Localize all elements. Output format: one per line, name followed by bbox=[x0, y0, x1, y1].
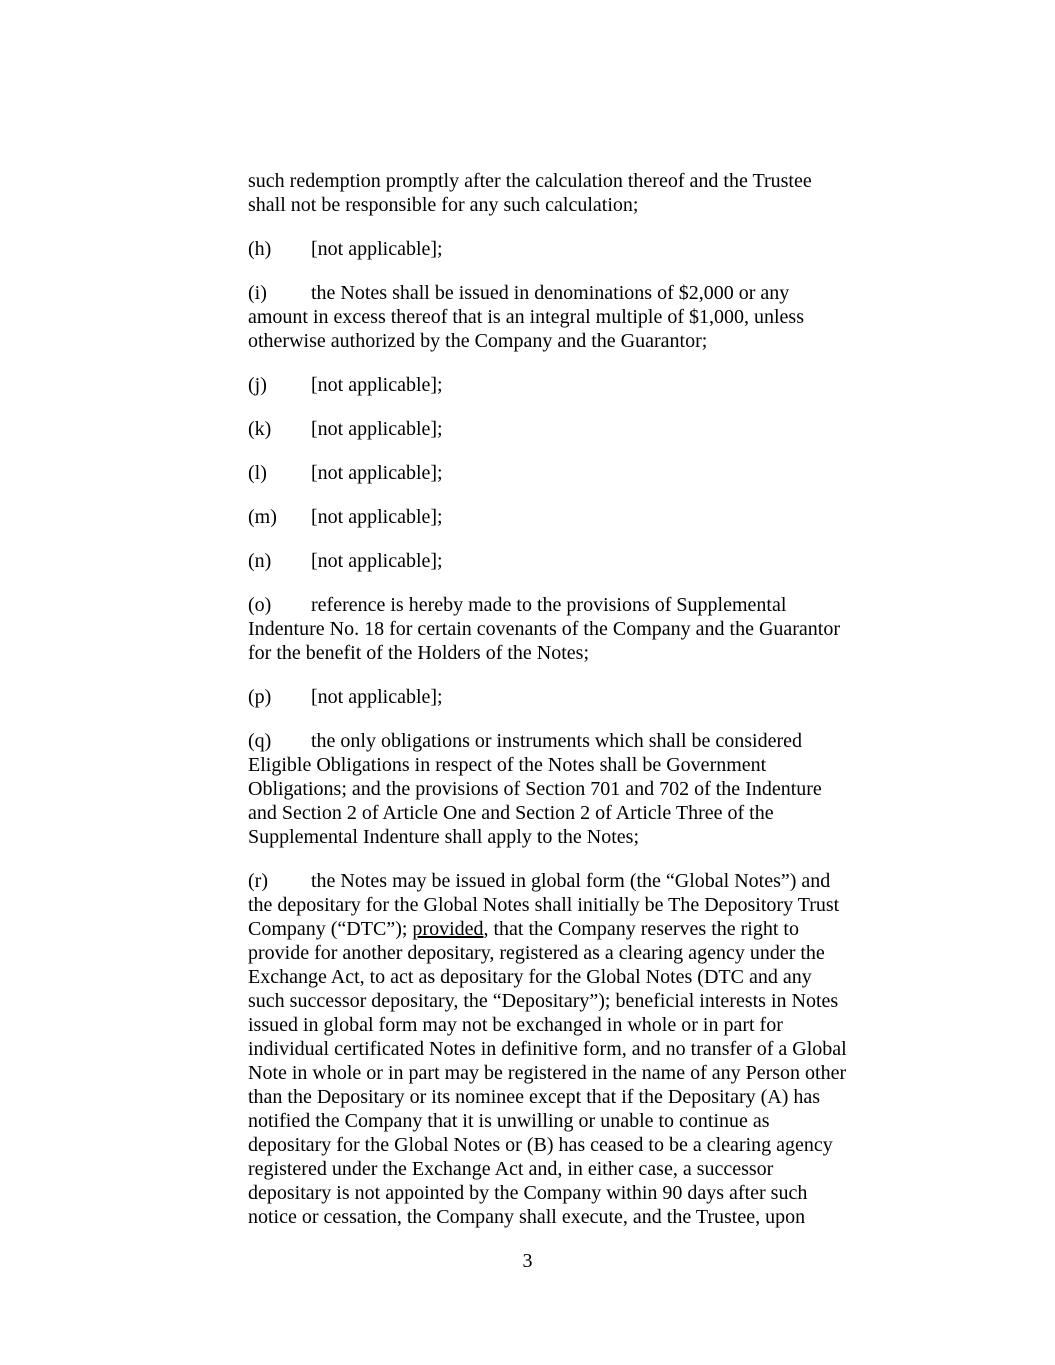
line-text: shall not be responsible for any such calculation; bbox=[248, 194, 639, 216]
line-text: for the benefit of the Holders of the Notes; bbox=[248, 642, 590, 664]
text-line bbox=[248, 329, 888, 353]
text-line bbox=[248, 753, 888, 777]
clause-label: (r) bbox=[248, 870, 268, 892]
text-line bbox=[248, 305, 888, 329]
clause-k bbox=[248, 417, 888, 441]
clause-label: (n) bbox=[248, 550, 272, 572]
clause-label: (i) bbox=[248, 282, 267, 304]
line-text: Supplemental Indenture shall apply to the Notes; bbox=[248, 826, 640, 848]
line-text: notice or cessation, the Company shall execute, and the Trustee, upon bbox=[248, 1206, 806, 1228]
line-text: registered under the Exchange Act and, in either case, a successor bbox=[248, 1158, 774, 1180]
line-text: reference is hereby made to the provisions of Supplemental bbox=[311, 594, 787, 616]
text-line bbox=[248, 989, 888, 1013]
text-line bbox=[248, 1061, 888, 1085]
text-line bbox=[248, 1109, 888, 1133]
line-text: and Section 2 of Article One and Section 2 of Article Three of the bbox=[248, 802, 774, 824]
text-line bbox=[248, 593, 888, 617]
line-text: [not applicable]; bbox=[311, 418, 443, 440]
text-line bbox=[248, 281, 888, 305]
underlined-term: provided bbox=[412, 918, 484, 940]
line-text: issued in global form may not be exchanged in whole or in part for bbox=[248, 1014, 783, 1036]
text-line bbox=[248, 801, 888, 825]
text-segment: Company (“DTC”); bbox=[248, 918, 413, 940]
clause-i bbox=[248, 281, 888, 353]
clause-q bbox=[248, 729, 888, 849]
text-line bbox=[248, 1013, 888, 1037]
line-text: than the Depositary or its nominee except that if the Depositary (A) has bbox=[248, 1086, 821, 1108]
paragraph-continuation bbox=[248, 169, 888, 217]
text-line bbox=[248, 1085, 888, 1109]
line-text: [not applicable]; bbox=[311, 238, 443, 260]
line-text: amount in excess thereof that is an integral multiple of $1,000, unless bbox=[248, 306, 804, 328]
line-text: Indenture No. 18 for certain covenants of the Company and the Guarantor bbox=[248, 618, 841, 640]
page-number: 3 bbox=[522, 1250, 533, 1272]
text-line bbox=[248, 505, 888, 529]
line-text: the depositary for the Global Notes shall initially be The Depository Trust bbox=[248, 894, 840, 916]
clause-o bbox=[248, 593, 888, 665]
line-text: [not applicable]; bbox=[311, 686, 443, 708]
clause-j bbox=[248, 373, 888, 397]
line-text: otherwise authorized by the Company and the Guarantor; bbox=[248, 330, 708, 352]
text-line bbox=[248, 965, 888, 989]
text-line bbox=[248, 617, 888, 641]
text-line bbox=[248, 461, 888, 485]
line-text: [not applicable]; bbox=[311, 506, 443, 528]
line-text: Note in whole or in part may be registered in the name of any Person other bbox=[248, 1062, 847, 1084]
text-line bbox=[248, 417, 888, 441]
text-line bbox=[248, 893, 888, 917]
text-segment: , that the Company reserves the right to bbox=[483, 918, 799, 940]
line-text: Exchange Act, to act as depositary for the Global Notes (DTC and any bbox=[248, 966, 812, 988]
text-line bbox=[248, 1181, 888, 1205]
line-text: such redemption promptly after the calculation thereof and the Trustee bbox=[248, 170, 812, 192]
line-text: depositary is not appointed by the Company within 90 days after such bbox=[248, 1182, 808, 1204]
line-text: notified the Company that it is unwilling or unable to continue as bbox=[248, 1110, 770, 1132]
text-line bbox=[248, 825, 888, 849]
text-line bbox=[248, 777, 888, 801]
clause-p bbox=[248, 685, 888, 709]
text-line bbox=[248, 729, 888, 753]
text-line bbox=[248, 1133, 888, 1157]
clause-label: (l) bbox=[248, 462, 267, 484]
clause-h bbox=[248, 237, 888, 261]
text-line bbox=[248, 1037, 888, 1061]
clause-r bbox=[248, 869, 888, 1229]
text-line bbox=[248, 193, 888, 217]
clause-l bbox=[248, 461, 888, 485]
clause-label: (p) bbox=[248, 686, 272, 708]
line-text: [not applicable]; bbox=[311, 462, 443, 484]
text-line bbox=[248, 941, 888, 965]
document-body bbox=[248, 169, 888, 1249]
text-line bbox=[248, 169, 888, 193]
text-line bbox=[248, 1205, 888, 1229]
text-line bbox=[248, 917, 888, 941]
clause-label: (h) bbox=[248, 238, 272, 260]
text-line bbox=[248, 1157, 888, 1181]
line-text: provide for another depositary, registered as a clearing agency under the bbox=[248, 942, 825, 964]
text-line bbox=[248, 685, 888, 709]
line-text: the only obligations or instruments which shall be considered bbox=[311, 730, 803, 752]
text-line bbox=[248, 869, 888, 893]
line-text: depositary for the Global Notes or (B) has ceased to be a clearing agency bbox=[248, 1134, 833, 1156]
line-text: the Notes shall be issued in denominations of $2,000 or any bbox=[311, 282, 790, 304]
text-line bbox=[248, 237, 888, 261]
clause-label: (m) bbox=[248, 506, 277, 528]
text-line bbox=[248, 373, 888, 397]
clause-m bbox=[248, 505, 888, 529]
line-text: such successor depositary, the “Depositary”); beneficial interests in Notes bbox=[248, 990, 839, 1012]
clause-label: (o) bbox=[248, 594, 272, 616]
line-text: [not applicable]; bbox=[311, 374, 443, 396]
text-line bbox=[248, 641, 888, 665]
line-text: the Notes may be issued in global form (the “Global Notes”) and bbox=[311, 870, 831, 892]
line-text: Eligible Obligations in respect of the Notes shall be Government bbox=[248, 754, 767, 776]
line-text: individual certificated Notes in definitive form, and no transfer of a Global bbox=[248, 1038, 847, 1060]
line-text: Obligations; and the provisions of Section 701 and 702 of the Indenture bbox=[248, 778, 822, 800]
text-line bbox=[248, 549, 888, 573]
clause-n bbox=[248, 549, 888, 573]
line-text: [not applicable]; bbox=[311, 550, 443, 572]
clause-label: (q) bbox=[248, 730, 272, 752]
clause-label: (j) bbox=[248, 374, 267, 396]
clause-label: (k) bbox=[248, 418, 272, 440]
